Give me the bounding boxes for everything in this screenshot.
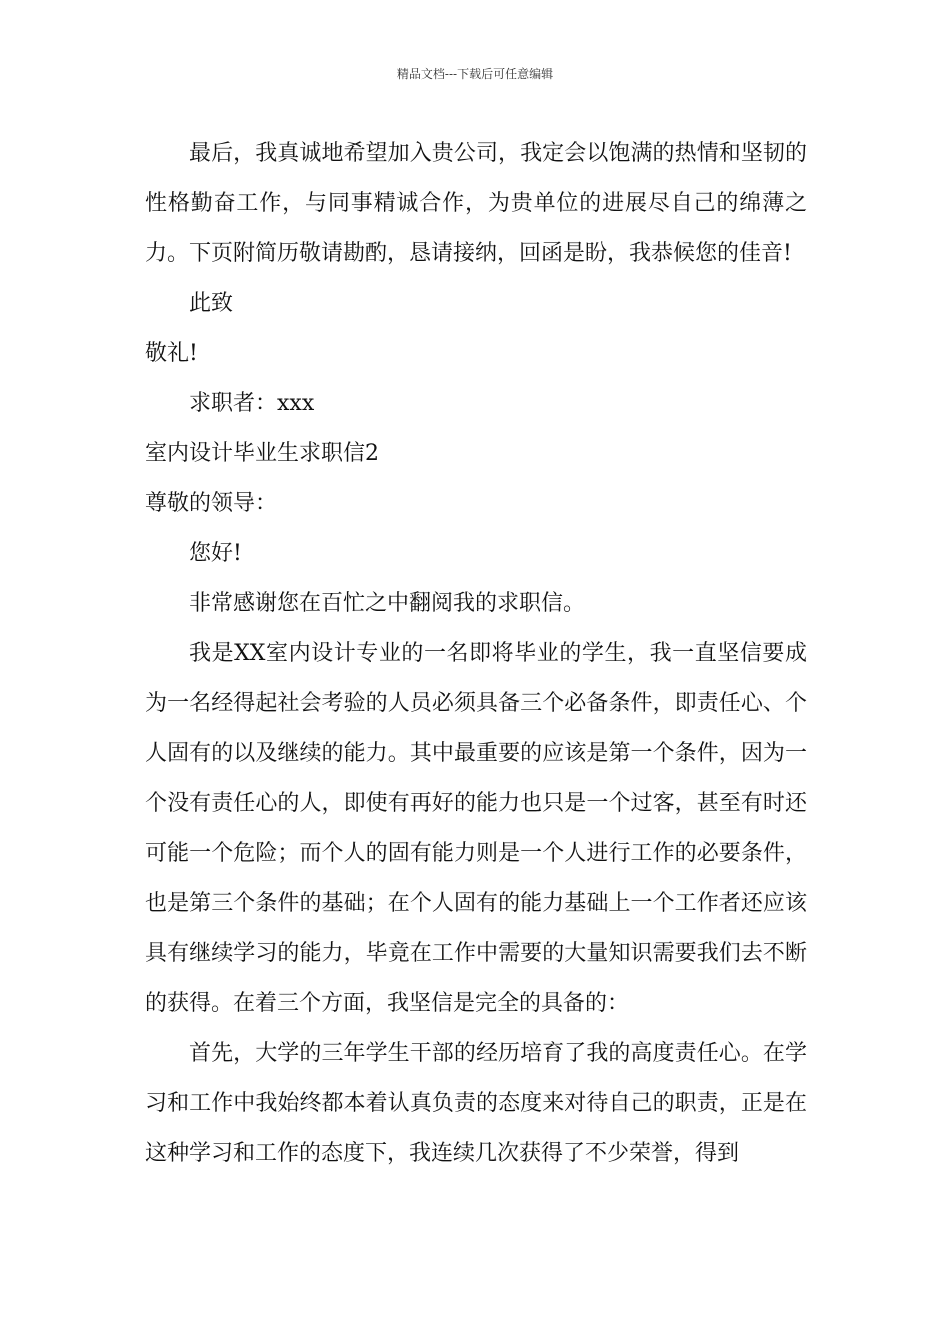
page-header: 精品文档---下载后可任意编辑 bbox=[396, 67, 554, 81]
paragraph-closing: 最后，我真诚地希望加入贵公司，我定会以饱满的热情和坚韧的性格勤奋工作，与同事精诚合作，为贵单位的进展尽自己的绵薄之力。下页附简历敬请勘酌，恳请接纳，回函是盼，我恭候您的佳音! bbox=[145, 141, 807, 266]
salutation-cizhi: 此致 bbox=[189, 291, 234, 316]
document-body bbox=[145, 129, 807, 1179]
salutation-jingli: 敬礼! bbox=[145, 341, 198, 366]
paragraph-introduction: 我是XX室内设计专业的一名即将毕业的学生，我一直坚信要成为一名经得起社会考验的人员必须具备三个必备条件，即责任心、个人固有的以及继续的能力。其中最重要的应该是第一个条件，因为一个没有责任心的人，即使有再好的能力也只是一个过客，甚至有时还可能一个危险；而个人的固有能力则是一个人进行工作的必要条件，也是第三个条件的基础；在个人固有的能力基础上一个工作者还应该具有继续学习的能力，毕竟在工作中需要的大量知识需要我们去不断的获得。在着三个方面，我坚信是完全的具备的： bbox=[145, 641, 807, 1016]
section-title: 室内设计毕业生求职信2 bbox=[145, 441, 379, 466]
paragraph-thanks: 非常感谢您在百忙之中翻阅我的求职信。 bbox=[189, 591, 586, 616]
paragraph-first-point: 首先，大学的三年学生干部的经历培育了我的高度责任心。在学习和工作中我始终都本着认真负责的态度来对待自己的职责，正是在这种学习和工作的态度下，我连续几次获得了不少荣誉，得到 bbox=[145, 1041, 807, 1166]
greeting-hello: 您好! bbox=[189, 541, 242, 566]
greeting-addressee: 尊敬的领导： bbox=[145, 491, 278, 516]
signature-applicant: 求职者：xxx bbox=[189, 391, 315, 416]
